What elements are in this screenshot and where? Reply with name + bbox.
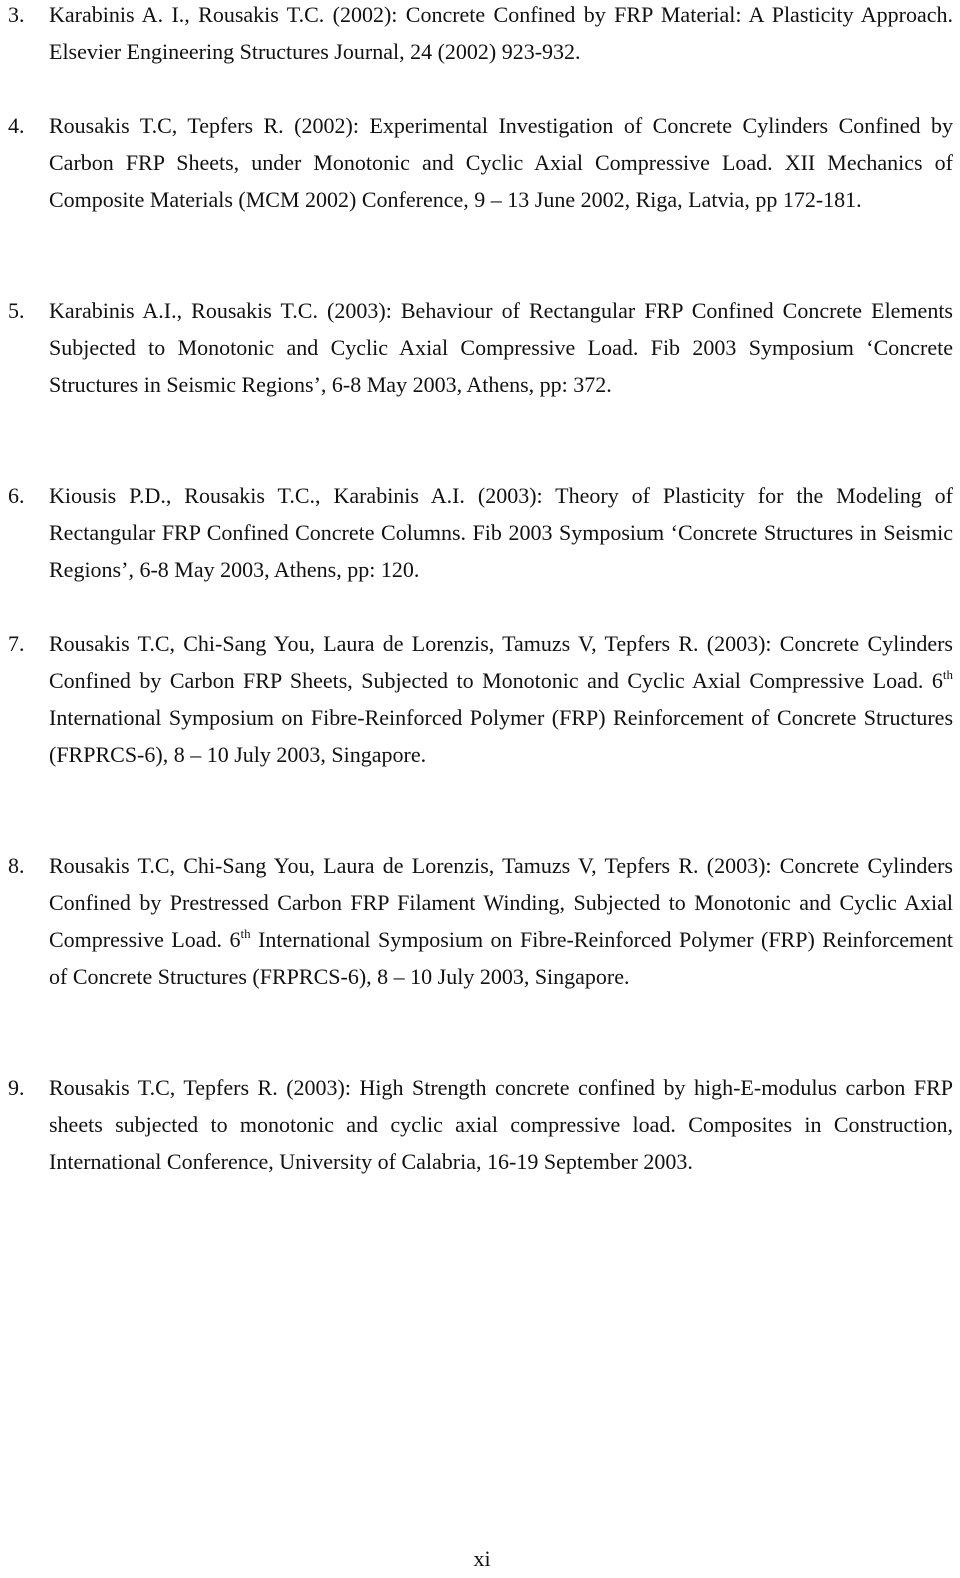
reference-number: 8. [8,853,25,878]
reference-text-part: International Symposium on Fibre-Reinforced Polymer (FRP) Reinforcement of Concrete Structures (FRPRCS-6), 8 – 10 July 2003, Singapore. [49,705,953,767]
reference-number: 7. [8,631,25,656]
reference-text-part: Rousakis T.C, Chi-Sang You, Laura de Lorenzis, Tamuzs V, Tepfers R. (2003): Concrete Cylinders Confined by Carbon FRP Sheets, Subjected to Monotonic and Cyclic Axial Compressive Load. 6 [49,631,953,693]
reference-number: 4. [8,113,25,138]
reference-text: Kiousis P.D., Rousakis T.C., Karabinis A.I. (2003): Theory of Plasticity for the Modeling of Rectangular FRP Confined Concrete Columns. Fib 2003 Symposium ‘Concrete Structures in Seismic Regions’, 6-8 May 2003, Athens, pp: 120. [49,483,953,582]
page-number: xi [473,1546,491,1571]
reference-number: 6. [8,483,25,508]
reference-text: Karabinis A. I., Rousakis T.C. (2002): Concrete Confined by FRP Material: A Plasticity Approach. Elsevier Engineering Structures Journal, 24 (2002) 923-932. [49,2,953,64]
reference-number: 9. [8,1075,25,1100]
reference-text: Rousakis T.C, Tepfers R. (2002): Experimental Investigation of Concrete Cylinders Confined by Carbon FRP Sheets, under Monotonic and Cyclic Axial Compressive Load. XII Mechanics of Composite Materials (MCM 2002) Conference, 9 – 13 June 2002, Riga, Latvia, pp 172-181. [49,113,953,212]
reference-text: Karabinis A.I., Rousakis T.C. (2003): Behaviour of Rectangular FRP Confined Concrete Elements Subjected to Monotonic and Cyclic Axial Compressive Load. Fib 2003 Symposium ‘Concrete Structures in Seismic Regions’, 6-8 May 2003, Athens, pp: 372. [49,298,953,397]
reference-number: 5. [8,298,25,323]
reference-text: Rousakis T.C, Tepfers R. (2003): High Strength concrete confined by high-E-modulus carbon FRP sheets subjected to monotonic and cyclic axial compressive load. Composites in Construction, International Conference, University of Calabria, 16-19 September 2003. [49,1075,953,1174]
reference-text [49,625,953,773]
superscript-ordinal: th [240,926,251,941]
reference-number: 3. [8,2,25,27]
reference-text-part: Rousakis T.C, Chi-Sang You, Laura de Lorenzis, Tamuzs V, Tepfers R. (2003): Concrete Cylinders Confined by Prestressed Carbon FRP Filament Winding, Subjected to Monotonic and Cyclic Axial Compressive Load. 6 [49,853,953,952]
superscript-ordinal: th [942,667,953,682]
reference-text [49,847,953,995]
reference-text-part: International Symposium on Fibre-Reinforced Polymer (FRP) Reinforcement of Concrete Structures (FRPRCS-6), 8 – 10 July 2003, Singapore. [49,927,953,989]
